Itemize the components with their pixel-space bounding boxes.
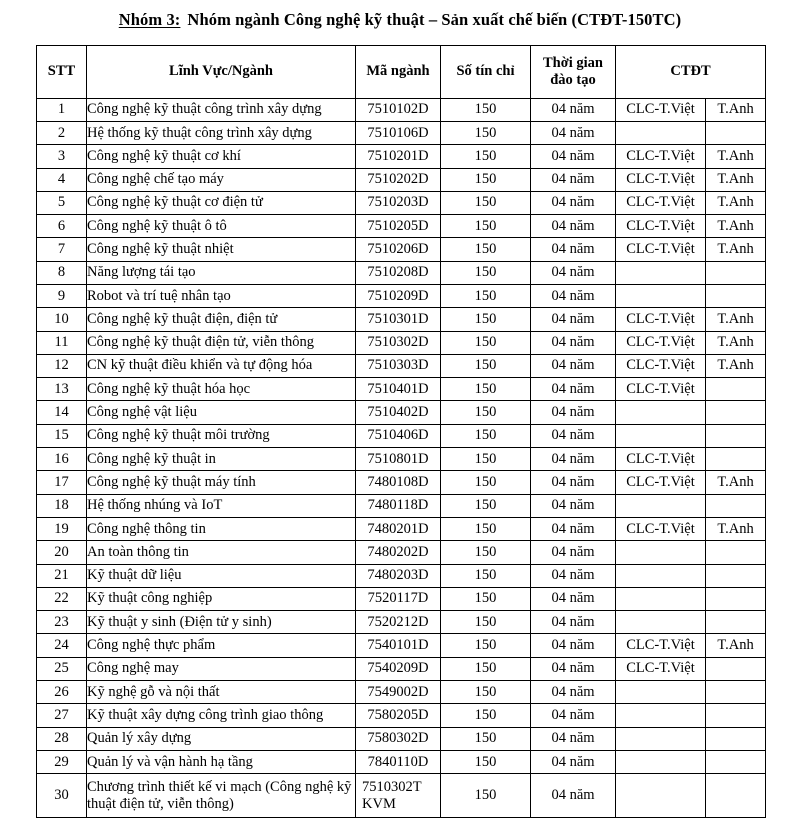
cell-stt: 15 bbox=[37, 424, 87, 447]
cell-stt: 28 bbox=[37, 727, 87, 750]
cell-ctdt-vietnamese: CLC-T.Việt bbox=[616, 191, 706, 214]
cell-major-code: 7510302D bbox=[356, 331, 441, 354]
cell-ctdt-english: T.Anh bbox=[706, 98, 766, 121]
cell-stt: 27 bbox=[37, 704, 87, 727]
cell-ctdt-english bbox=[706, 727, 766, 750]
cell-field-name: Hệ thống nhúng và IoT bbox=[87, 494, 356, 517]
cell-credits: 150 bbox=[441, 308, 531, 331]
majors-table bbox=[36, 45, 766, 819]
table-row bbox=[37, 261, 766, 284]
cell-ctdt-english bbox=[706, 681, 766, 704]
table-row bbox=[37, 424, 766, 447]
cell-duration: 04 năm bbox=[531, 354, 616, 377]
cell-field-name: Công nghệ may bbox=[87, 657, 356, 680]
cell-field-name: Công nghệ kỹ thuật cơ điện tử bbox=[87, 191, 356, 214]
cell-ctdt-vietnamese bbox=[616, 750, 706, 773]
cell-credits: 150 bbox=[441, 354, 531, 377]
cell-stt: 17 bbox=[37, 471, 87, 494]
cell-credits: 150 bbox=[441, 541, 531, 564]
cell-stt: 22 bbox=[37, 587, 87, 610]
cell-major-code: 7510301D bbox=[356, 308, 441, 331]
cell-field-name: Công nghệ chế tạo máy bbox=[87, 168, 356, 191]
cell-credits: 150 bbox=[441, 448, 531, 471]
cell-credits: 150 bbox=[441, 121, 531, 144]
table-row bbox=[37, 121, 766, 144]
cell-ctdt-vietnamese: CLC-T.Việt bbox=[616, 238, 706, 261]
table-header bbox=[37, 45, 766, 98]
cell-ctdt-vietnamese bbox=[616, 774, 706, 818]
table-row bbox=[37, 145, 766, 168]
table-row bbox=[37, 168, 766, 191]
cell-stt: 29 bbox=[37, 750, 87, 773]
cell-duration: 04 năm bbox=[531, 215, 616, 238]
cell-ctdt-english bbox=[706, 285, 766, 308]
cell-ctdt-vietnamese: CLC-T.Việt bbox=[616, 145, 706, 168]
cell-duration: 04 năm bbox=[531, 168, 616, 191]
cell-credits: 150 bbox=[441, 378, 531, 401]
cell-duration: 04 năm bbox=[531, 401, 616, 424]
cell-field-name: Công nghệ kỹ thuật cơ khí bbox=[87, 145, 356, 168]
cell-duration: 04 năm bbox=[531, 308, 616, 331]
table-body bbox=[37, 98, 766, 818]
cell-duration: 04 năm bbox=[531, 191, 616, 214]
table-header-row bbox=[37, 45, 766, 98]
column-header-field: Lĩnh Vực/Ngành bbox=[87, 45, 356, 98]
cell-duration: 04 năm bbox=[531, 448, 616, 471]
cell-duration: 04 năm bbox=[531, 541, 616, 564]
cell-major-code: 7480201D bbox=[356, 517, 441, 540]
cell-credits: 150 bbox=[441, 704, 531, 727]
table-row bbox=[37, 750, 766, 773]
cell-ctdt-english bbox=[706, 564, 766, 587]
cell-credits: 150 bbox=[441, 750, 531, 773]
cell-field-name: Robot và trí tuệ nhân tạo bbox=[87, 285, 356, 308]
cell-ctdt-vietnamese bbox=[616, 424, 706, 447]
cell-duration: 04 năm bbox=[531, 657, 616, 680]
cell-duration: 04 năm bbox=[531, 98, 616, 121]
cell-major-code: 7510401D bbox=[356, 378, 441, 401]
cell-credits: 150 bbox=[441, 145, 531, 168]
cell-major-code: 7510102D bbox=[356, 98, 441, 121]
cell-duration: 04 năm bbox=[531, 774, 616, 818]
cell-major-code: 7510201D bbox=[356, 145, 441, 168]
cell-major-code: 7510202D bbox=[356, 168, 441, 191]
table-row bbox=[37, 98, 766, 121]
cell-duration: 04 năm bbox=[531, 517, 616, 540]
cell-major-code: 7840110D bbox=[356, 750, 441, 773]
cell-credits: 150 bbox=[441, 587, 531, 610]
cell-field-name: Hệ thống kỹ thuật công trình xây dựng bbox=[87, 121, 356, 144]
cell-ctdt-english bbox=[706, 587, 766, 610]
cell-major-code: 7510209D bbox=[356, 285, 441, 308]
cell-stt: 14 bbox=[37, 401, 87, 424]
cell-stt: 10 bbox=[37, 308, 87, 331]
column-header-ctdt: CTĐT bbox=[616, 45, 766, 98]
cell-field-name: Công nghệ kỹ thuật công trình xây dựng bbox=[87, 98, 356, 121]
cell-field-name: Kỹ thuật xây dựng công trình giao thông bbox=[87, 704, 356, 727]
cell-ctdt-english: T.Anh bbox=[706, 354, 766, 377]
page-title-group-label: Nhóm 3: bbox=[118, 10, 181, 29]
cell-field-name: Kỹ nghệ gỗ và nội thất bbox=[87, 681, 356, 704]
cell-ctdt-vietnamese: CLC-T.Việt bbox=[616, 471, 706, 494]
cell-major-code: 7510205D bbox=[356, 215, 441, 238]
cell-ctdt-english: T.Anh bbox=[706, 308, 766, 331]
cell-ctdt-english: T.Anh bbox=[706, 634, 766, 657]
cell-major-code: 7480202D bbox=[356, 541, 441, 564]
cell-credits: 150 bbox=[441, 611, 531, 634]
cell-major-code: 7510402D bbox=[356, 401, 441, 424]
cell-stt: 9 bbox=[37, 285, 87, 308]
table-row bbox=[37, 191, 766, 214]
cell-major-code: 7520212D bbox=[356, 611, 441, 634]
cell-ctdt-vietnamese bbox=[616, 261, 706, 284]
cell-credits: 150 bbox=[441, 401, 531, 424]
cell-ctdt-english: T.Anh bbox=[706, 145, 766, 168]
cell-stt: 18 bbox=[37, 494, 87, 517]
table-row bbox=[37, 517, 766, 540]
cell-major-code: 7510302T KVM bbox=[356, 774, 441, 818]
cell-credits: 150 bbox=[441, 774, 531, 818]
cell-ctdt-english bbox=[706, 657, 766, 680]
cell-duration: 04 năm bbox=[531, 634, 616, 657]
cell-stt: 8 bbox=[37, 261, 87, 284]
cell-ctdt-vietnamese: CLC-T.Việt bbox=[616, 448, 706, 471]
cell-field-name: Kỹ thuật công nghiệp bbox=[87, 587, 356, 610]
cell-credits: 150 bbox=[441, 517, 531, 540]
cell-ctdt-english bbox=[706, 704, 766, 727]
cell-major-code: 7580302D bbox=[356, 727, 441, 750]
table-row bbox=[37, 611, 766, 634]
table-row bbox=[37, 215, 766, 238]
cell-ctdt-vietnamese: CLC-T.Việt bbox=[616, 657, 706, 680]
cell-field-name: Quản lý xây dựng bbox=[87, 727, 356, 750]
cell-stt: 23 bbox=[37, 611, 87, 634]
page-title bbox=[0, 0, 800, 31]
cell-field-name: Kỹ thuật y sinh (Điện tử y sinh) bbox=[87, 611, 356, 634]
table-row bbox=[37, 634, 766, 657]
cell-ctdt-english bbox=[706, 121, 766, 144]
cell-ctdt-vietnamese bbox=[616, 704, 706, 727]
cell-field-name: Công nghệ kỹ thuật điện, điện tử bbox=[87, 308, 356, 331]
column-header-duration: Thời gian đào tạo bbox=[531, 45, 616, 98]
cell-credits: 150 bbox=[441, 681, 531, 704]
cell-credits: 150 bbox=[441, 424, 531, 447]
cell-ctdt-english: T.Anh bbox=[706, 191, 766, 214]
cell-major-code: 7540209D bbox=[356, 657, 441, 680]
cell-field-name: Năng lượng tái tạo bbox=[87, 261, 356, 284]
cell-duration: 04 năm bbox=[531, 727, 616, 750]
cell-stt: 6 bbox=[37, 215, 87, 238]
table-row bbox=[37, 774, 766, 818]
cell-major-code: 7540101D bbox=[356, 634, 441, 657]
table-row bbox=[37, 727, 766, 750]
cell-field-name: Quản lý và vận hành hạ tầng bbox=[87, 750, 356, 773]
cell-credits: 150 bbox=[441, 634, 531, 657]
cell-field-name: Công nghệ kỹ thuật môi trường bbox=[87, 424, 356, 447]
cell-ctdt-english bbox=[706, 448, 766, 471]
cell-ctdt-english bbox=[706, 494, 766, 517]
cell-field-name: An toàn thông tin bbox=[87, 541, 356, 564]
cell-ctdt-vietnamese: CLC-T.Việt bbox=[616, 215, 706, 238]
cell-field-name: Chương trình thiết kế vi mạch (Công nghệ kỹ thuật điện tử, viễn thông) bbox=[87, 774, 356, 818]
cell-major-code: 7510801D bbox=[356, 448, 441, 471]
cell-stt: 30 bbox=[37, 774, 87, 818]
cell-duration: 04 năm bbox=[531, 564, 616, 587]
table-row bbox=[37, 587, 766, 610]
cell-credits: 150 bbox=[441, 191, 531, 214]
cell-credits: 150 bbox=[441, 261, 531, 284]
cell-duration: 04 năm bbox=[531, 471, 616, 494]
cell-ctdt-vietnamese: CLC-T.Việt bbox=[616, 634, 706, 657]
cell-field-name: Công nghệ thông tin bbox=[87, 517, 356, 540]
cell-stt: 25 bbox=[37, 657, 87, 680]
cell-duration: 04 năm bbox=[531, 704, 616, 727]
table-row bbox=[37, 471, 766, 494]
cell-ctdt-english bbox=[706, 750, 766, 773]
cell-field-name: Công nghệ kỹ thuật máy tính bbox=[87, 471, 356, 494]
cell-ctdt-vietnamese bbox=[616, 401, 706, 424]
cell-major-code: 7510208D bbox=[356, 261, 441, 284]
cell-major-code: 7510203D bbox=[356, 191, 441, 214]
cell-ctdt-english: T.Anh bbox=[706, 215, 766, 238]
table-row bbox=[37, 331, 766, 354]
column-header-credits: Số tín chỉ bbox=[441, 45, 531, 98]
cell-major-code: 7510206D bbox=[356, 238, 441, 261]
cell-stt: 26 bbox=[37, 681, 87, 704]
cell-major-code: 7480108D bbox=[356, 471, 441, 494]
cell-stt: 11 bbox=[37, 331, 87, 354]
cell-stt: 19 bbox=[37, 517, 87, 540]
cell-ctdt-vietnamese: CLC-T.Việt bbox=[616, 331, 706, 354]
table-row bbox=[37, 704, 766, 727]
table-row bbox=[37, 541, 766, 564]
cell-ctdt-vietnamese bbox=[616, 541, 706, 564]
cell-duration: 04 năm bbox=[531, 145, 616, 168]
cell-duration: 04 năm bbox=[531, 494, 616, 517]
table-row bbox=[37, 238, 766, 261]
page-title-text: Nhóm ngành Công nghệ kỹ thuật – Sản xuất chế biến (CTĐT-150TC) bbox=[187, 10, 682, 29]
cell-credits: 150 bbox=[441, 564, 531, 587]
cell-ctdt-english bbox=[706, 401, 766, 424]
cell-major-code: 7510303D bbox=[356, 354, 441, 377]
cell-ctdt-vietnamese bbox=[616, 121, 706, 144]
cell-major-code: 7480118D bbox=[356, 494, 441, 517]
cell-ctdt-vietnamese bbox=[616, 494, 706, 517]
cell-duration: 04 năm bbox=[531, 681, 616, 704]
cell-stt: 24 bbox=[37, 634, 87, 657]
cell-stt: 16 bbox=[37, 448, 87, 471]
cell-stt: 21 bbox=[37, 564, 87, 587]
cell-duration: 04 năm bbox=[531, 424, 616, 447]
cell-duration: 04 năm bbox=[531, 121, 616, 144]
cell-major-code: 7520117D bbox=[356, 587, 441, 610]
cell-field-name: Công nghệ vật liệu bbox=[87, 401, 356, 424]
cell-duration: 04 năm bbox=[531, 331, 616, 354]
cell-ctdt-english bbox=[706, 424, 766, 447]
cell-ctdt-vietnamese bbox=[616, 681, 706, 704]
cell-ctdt-vietnamese bbox=[616, 587, 706, 610]
table-row bbox=[37, 401, 766, 424]
table-row bbox=[37, 354, 766, 377]
cell-stt: 5 bbox=[37, 191, 87, 214]
cell-field-name: Công nghệ kỹ thuật điện tử, viễn thông bbox=[87, 331, 356, 354]
cell-major-code: 7510406D bbox=[356, 424, 441, 447]
cell-stt: 2 bbox=[37, 121, 87, 144]
cell-ctdt-vietnamese bbox=[616, 727, 706, 750]
cell-ctdt-vietnamese bbox=[616, 611, 706, 634]
cell-stt: 1 bbox=[37, 98, 87, 121]
cell-ctdt-english bbox=[706, 541, 766, 564]
table-row bbox=[37, 681, 766, 704]
cell-field-name: CN kỹ thuật điều khiển và tự động hóa bbox=[87, 354, 356, 377]
cell-ctdt-english bbox=[706, 261, 766, 284]
table-container bbox=[0, 31, 800, 819]
cell-stt: 3 bbox=[37, 145, 87, 168]
cell-credits: 150 bbox=[441, 98, 531, 121]
table-row bbox=[37, 657, 766, 680]
cell-stt: 4 bbox=[37, 168, 87, 191]
cell-ctdt-english: T.Anh bbox=[706, 517, 766, 540]
cell-ctdt-english: T.Anh bbox=[706, 168, 766, 191]
cell-duration: 04 năm bbox=[531, 611, 616, 634]
cell-major-code: 7510106D bbox=[356, 121, 441, 144]
cell-ctdt-english bbox=[706, 611, 766, 634]
cell-field-name: Công nghệ kỹ thuật hóa học bbox=[87, 378, 356, 401]
table-row bbox=[37, 308, 766, 331]
cell-duration: 04 năm bbox=[531, 285, 616, 308]
table-row bbox=[37, 448, 766, 471]
column-header-stt: STT bbox=[37, 45, 87, 98]
cell-ctdt-vietnamese: CLC-T.Việt bbox=[616, 168, 706, 191]
cell-major-code: 7580205D bbox=[356, 704, 441, 727]
cell-credits: 150 bbox=[441, 238, 531, 261]
cell-ctdt-vietnamese: CLC-T.Việt bbox=[616, 517, 706, 540]
cell-duration: 04 năm bbox=[531, 238, 616, 261]
cell-stt: 7 bbox=[37, 238, 87, 261]
cell-field-name: Công nghệ kỹ thuật ô tô bbox=[87, 215, 356, 238]
cell-ctdt-vietnamese bbox=[616, 285, 706, 308]
cell-ctdt-english: T.Anh bbox=[706, 331, 766, 354]
cell-ctdt-vietnamese: CLC-T.Việt bbox=[616, 378, 706, 401]
cell-credits: 150 bbox=[441, 727, 531, 750]
cell-ctdt-vietnamese: CLC-T.Việt bbox=[616, 354, 706, 377]
cell-ctdt-english: T.Anh bbox=[706, 471, 766, 494]
cell-ctdt-english bbox=[706, 378, 766, 401]
cell-ctdt-english bbox=[706, 774, 766, 818]
cell-stt: 13 bbox=[37, 378, 87, 401]
cell-field-name: Công nghệ kỹ thuật in bbox=[87, 448, 356, 471]
cell-stt: 12 bbox=[37, 354, 87, 377]
table-row bbox=[37, 378, 766, 401]
table-row bbox=[37, 564, 766, 587]
cell-credits: 150 bbox=[441, 285, 531, 308]
cell-credits: 150 bbox=[441, 331, 531, 354]
cell-major-code: 7480203D bbox=[356, 564, 441, 587]
column-header-code: Mã ngành bbox=[356, 45, 441, 98]
cell-field-name: Công nghệ kỹ thuật nhiệt bbox=[87, 238, 356, 261]
cell-duration: 04 năm bbox=[531, 587, 616, 610]
cell-credits: 150 bbox=[441, 471, 531, 494]
cell-credits: 150 bbox=[441, 657, 531, 680]
cell-stt: 20 bbox=[37, 541, 87, 564]
cell-duration: 04 năm bbox=[531, 378, 616, 401]
cell-credits: 150 bbox=[441, 494, 531, 517]
cell-duration: 04 năm bbox=[531, 261, 616, 284]
cell-credits: 150 bbox=[441, 168, 531, 191]
cell-field-name: Công nghệ thực phẩm bbox=[87, 634, 356, 657]
cell-major-code: 7549002D bbox=[356, 681, 441, 704]
cell-field-name: Kỹ thuật dữ liệu bbox=[87, 564, 356, 587]
cell-ctdt-vietnamese bbox=[616, 564, 706, 587]
cell-ctdt-vietnamese: CLC-T.Việt bbox=[616, 98, 706, 121]
cell-ctdt-vietnamese: CLC-T.Việt bbox=[616, 308, 706, 331]
cell-ctdt-english: T.Anh bbox=[706, 238, 766, 261]
cell-credits: 150 bbox=[441, 215, 531, 238]
table-row bbox=[37, 285, 766, 308]
table-row bbox=[37, 494, 766, 517]
cell-duration: 04 năm bbox=[531, 750, 616, 773]
